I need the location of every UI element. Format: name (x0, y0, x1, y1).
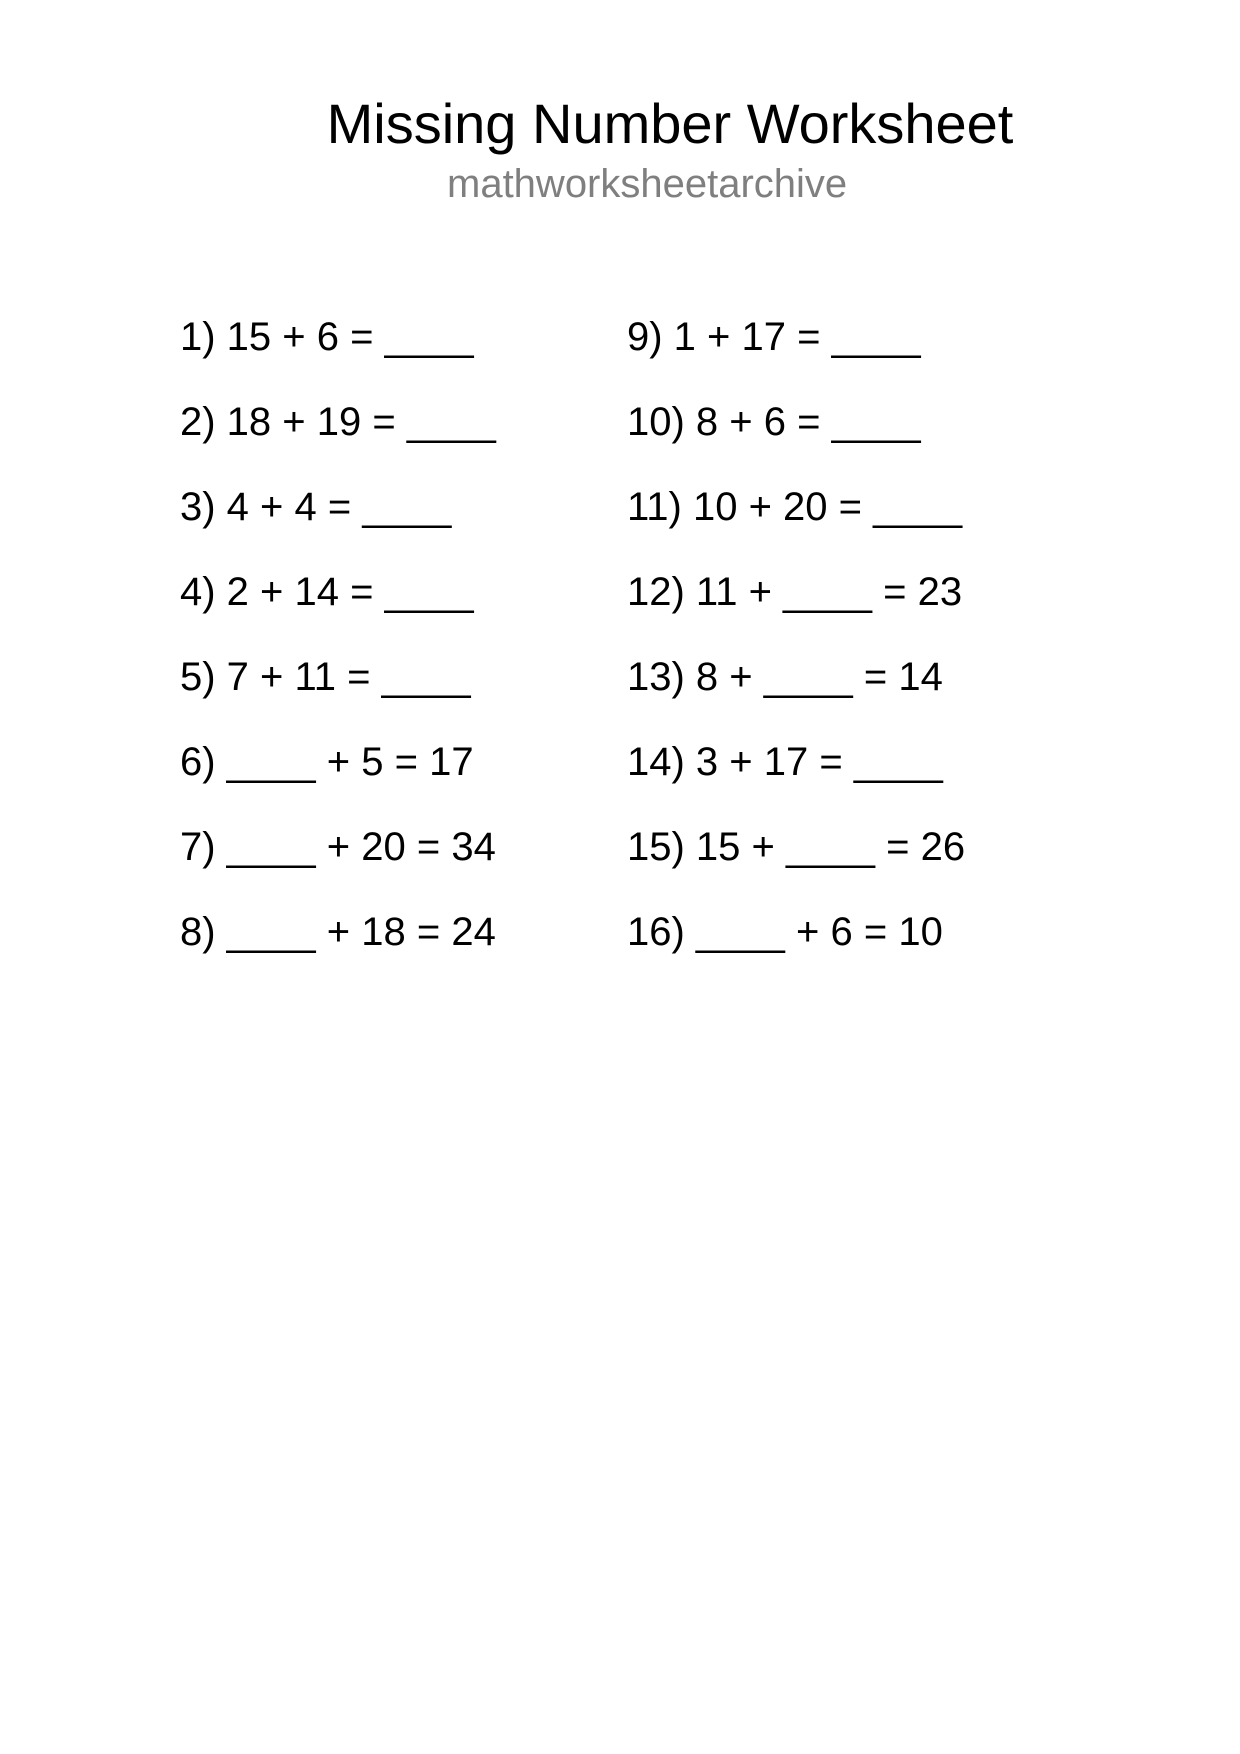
page-subtitle: mathworksheetarchive (447, 162, 848, 206)
problem-item: 12) 11 + ____ = 23 (627, 570, 963, 614)
problem-column-left (180, 313, 496, 993)
problem-item: 16) ____ + 6 = 10 (627, 910, 943, 954)
problem-item: 2) 18 + 19 = ____ (180, 400, 496, 444)
problem-column-right (627, 313, 965, 993)
problem-item: 7) ____ + 20 = 34 (180, 825, 496, 869)
problem-item: 5) 7 + 11 = ____ (180, 655, 471, 699)
problem-item: 14) 3 + 17 = ____ (627, 740, 943, 784)
problem-item: 6) ____ + 5 = 17 (180, 740, 474, 784)
problem-item: 11) 10 + 20 = ____ (627, 485, 963, 529)
problem-item: 1) 15 + 6 = ____ (180, 315, 474, 359)
page-title: Missing Number Worksheet (326, 92, 1014, 155)
problem-item: 4) 2 + 14 = ____ (180, 570, 474, 614)
problem-item: 10) 8 + 6 = ____ (627, 400, 921, 444)
problem-item: 9) 1 + 17 = ____ (627, 315, 921, 359)
problem-item: 15) 15 + ____ = 26 (627, 825, 966, 869)
problem-item: 3) 4 + 4 = ____ (180, 485, 452, 529)
problem-item: 8) ____ + 18 = 24 (180, 910, 496, 954)
problem-item: 13) 8 + ____ = 14 (627, 655, 943, 699)
